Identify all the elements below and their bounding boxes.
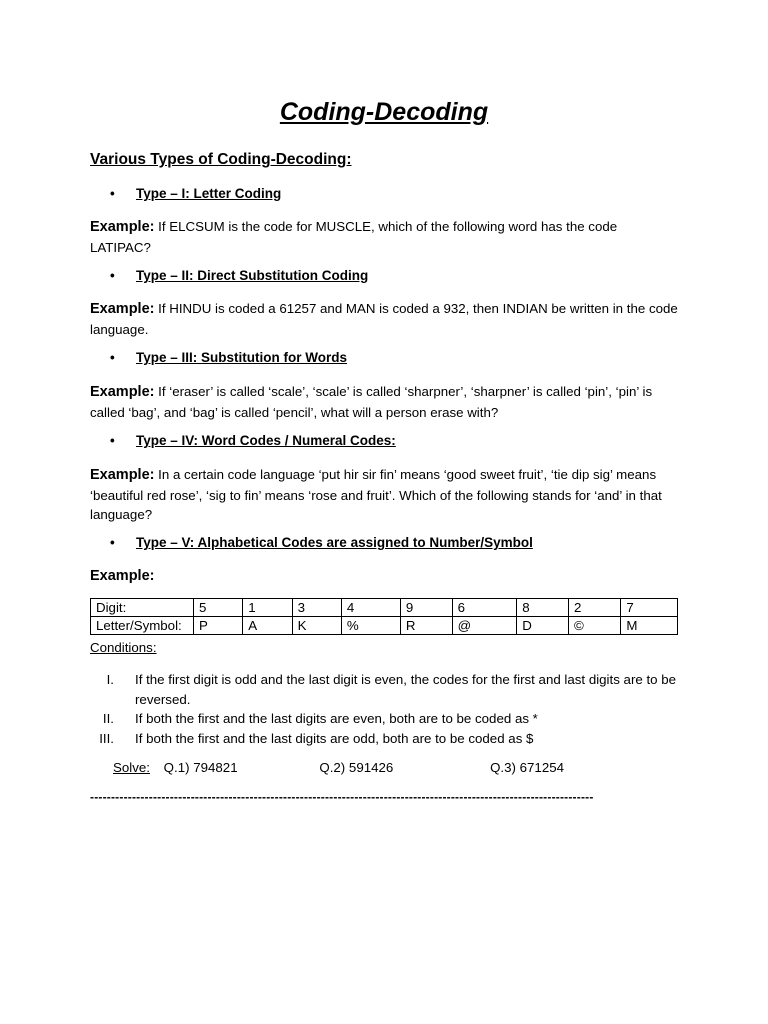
- condition-text: If both the first and the last digits are even, both are to be coded as *: [135, 711, 538, 726]
- table-cell-digit: 5: [194, 599, 243, 617]
- table-header-symbol: Letter/Symbol:: [91, 617, 194, 635]
- type-3-heading: [110, 350, 347, 365]
- conditions-label: Conditions:: [90, 640, 157, 655]
- example-text: If ‘eraser’ is called ‘scale’, ‘scale’ is called ‘sharpner’, ‘sharpner’ is called ‘pin’, ‘pin’ is called ‘bag’, and ‘bag’ is called ‘pencil’, what will a person erase with?: [90, 384, 653, 420]
- table-cell-digit: 8: [517, 599, 569, 617]
- table-cell-symbol: %: [341, 617, 400, 635]
- table-cell-symbol: A: [243, 617, 292, 635]
- condition-text: If both the first and the last digits are odd, both are to be coded as $: [135, 730, 534, 746]
- type-5-heading: [110, 535, 533, 550]
- table-row-digits: [91, 599, 678, 617]
- example-text: In a certain code language ‘put hir sir fin’ means ‘good sweet fruit’, ‘tie dip sig’ means ‘beautiful red rose’, ‘sig to fin’ means ‘rose and fruit’. Which of the following stands for ‘and’ in that language?: [90, 467, 662, 522]
- question-2: Q.2) 591426: [319, 760, 394, 775]
- solve-line: [113, 760, 564, 775]
- type-2-heading-text: Type – II: Direct Substitution Coding: [136, 268, 369, 283]
- type-5-example: [90, 566, 680, 587]
- example-label: Example:: [90, 301, 155, 317]
- type-3-example: [90, 382, 680, 422]
- page-title: Coding-Decoding: [279, 98, 489, 126]
- type-1-heading-text: Type – I: Letter Coding: [136, 186, 282, 201]
- table-cell-digit: 7: [621, 599, 678, 617]
- table-cell-digit: 2: [568, 599, 620, 617]
- table-cell-digit: 3: [292, 599, 341, 617]
- bullet-icon: •: [110, 268, 115, 283]
- table-cell-digit: 1: [243, 599, 292, 617]
- table-cell-symbol: ©: [568, 617, 620, 635]
- condition-number: I.: [106, 672, 114, 687]
- example-label: Example:: [90, 467, 155, 483]
- section-heading: Various Types of Coding-Decoding:: [90, 151, 352, 168]
- type-4-heading: [110, 433, 396, 448]
- table-row-symbols: [91, 617, 678, 635]
- table-cell-symbol: P: [194, 617, 243, 635]
- condition-item: [90, 670, 680, 709]
- type-5-heading-text: Type – V: Alphabetical Codes are assigned to Number/Symbol: [136, 535, 533, 550]
- conditions-list: [90, 670, 680, 748]
- type-4-heading-text: Type – IV: Word Codes / Numeral Codes:: [136, 433, 396, 448]
- table-cell-symbol: R: [400, 617, 452, 635]
- table-cell-digit: 4: [341, 599, 400, 617]
- bullet-icon: •: [110, 535, 115, 550]
- divider-line: ------------------------------------------------------------------------------------------------------------------------: [90, 790, 594, 804]
- table-cell-digit: 9: [400, 599, 452, 617]
- condition-number: II.: [102, 711, 114, 726]
- type-3-heading-text: Type – III: Substitution for Words: [136, 350, 347, 365]
- example-text: If ELCSUM is the code for MUSCLE, which of the following word has the code LATIPAC?: [90, 219, 618, 255]
- table-cell-symbol: K: [292, 617, 341, 635]
- table-header-digit: Digit:: [91, 599, 194, 617]
- type-2-heading: [110, 268, 368, 283]
- type-2-example: [90, 299, 680, 339]
- bullet-icon: •: [110, 350, 115, 365]
- bullet-icon: •: [110, 186, 115, 201]
- table-cell-symbol: M: [621, 617, 678, 635]
- condition-item: [90, 709, 680, 729]
- type-1-heading: [110, 186, 281, 201]
- type-4-example: [90, 465, 680, 525]
- solve-label: Solve:: [113, 760, 150, 775]
- example-label: Example:: [90, 384, 155, 400]
- condition-text: If the first digit is odd and the last digit is even, the codes for the first and last digits are to be reversed.: [135, 672, 677, 707]
- table-cell-symbol: @: [452, 617, 517, 635]
- type-1-example: [90, 217, 680, 257]
- condition-item: [90, 729, 680, 749]
- example-label: Example:: [90, 568, 155, 584]
- condition-number: III.: [99, 730, 114, 746]
- bullet-icon: •: [110, 433, 115, 448]
- question-1: Q.1) 794821: [163, 760, 238, 775]
- code-table: [90, 598, 678, 635]
- example-text: If HINDU is coded a 61257 and MAN is coded a 932, then INDIAN be written in the code language.: [90, 301, 678, 337]
- question-3: Q.3) 671254: [490, 760, 565, 775]
- example-label: Example:: [90, 219, 155, 235]
- table-cell-symbol: D: [517, 617, 569, 635]
- table-cell-digit: 6: [452, 599, 517, 617]
